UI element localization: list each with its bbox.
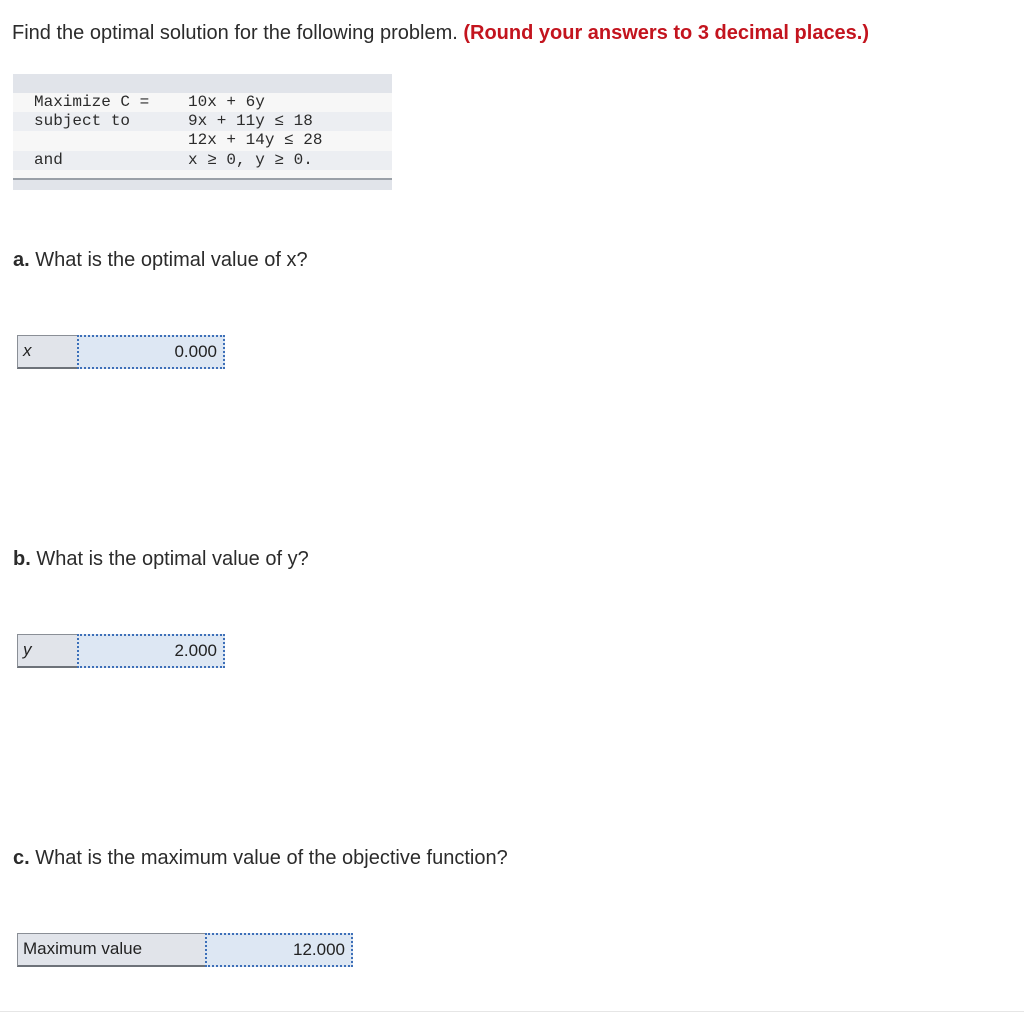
answer-label-x [17, 335, 77, 369]
question-letter: a. [13, 249, 30, 271]
answer-input-max[interactable]: 12.000 [205, 933, 353, 967]
answer-row-x [17, 335, 225, 369]
constraint-row-1 [13, 112, 392, 131]
question-letter: b. [13, 548, 31, 570]
problem-statement [13, 74, 392, 190]
row-expression: 10x + 6y [188, 93, 265, 111]
row-expression: 12x + 14y ≤ 28 [188, 131, 323, 149]
objective-row [13, 93, 392, 112]
question-letter: c. [13, 847, 30, 869]
instruction-text [12, 22, 869, 45]
row-expression: x ≥ 0, y ≥ 0. [188, 151, 313, 169]
answer-label-max: Maximum value [17, 933, 205, 967]
problem-header-band [13, 74, 392, 93]
question-c [13, 847, 508, 870]
question-a [13, 249, 308, 272]
variable-y: y [23, 640, 32, 659]
problem-footer-band [13, 178, 392, 190]
row-label: and [34, 151, 63, 169]
row-label: subject to [34, 112, 131, 130]
answer-row-y [17, 634, 225, 668]
variable-x: x [23, 341, 32, 360]
page-divider [0, 1011, 1024, 1012]
question-text: What is the maximum value of the objective function? [35, 847, 508, 869]
row-label: Maximize C = [34, 93, 150, 111]
question-text: What is the optimal value of x? [35, 249, 308, 271]
nonnegativity-row [13, 151, 392, 170]
instruction-main: Find the optimal solution for the following problem. [12, 22, 458, 44]
answer-row-max [17, 933, 353, 967]
question-b [13, 548, 309, 571]
answer-label-y [17, 634, 77, 668]
rounding-note: (Round your answers to 3 decimal places.) [463, 22, 870, 44]
answer-input-y[interactable]: 2.000 [77, 634, 225, 668]
question-text: What is the optimal value of y? [36, 548, 309, 570]
answer-input-x[interactable]: 0.000 [77, 335, 225, 369]
constraint-row-2 [13, 131, 392, 150]
row-expression: 9x + 11y ≤ 18 [188, 112, 313, 130]
